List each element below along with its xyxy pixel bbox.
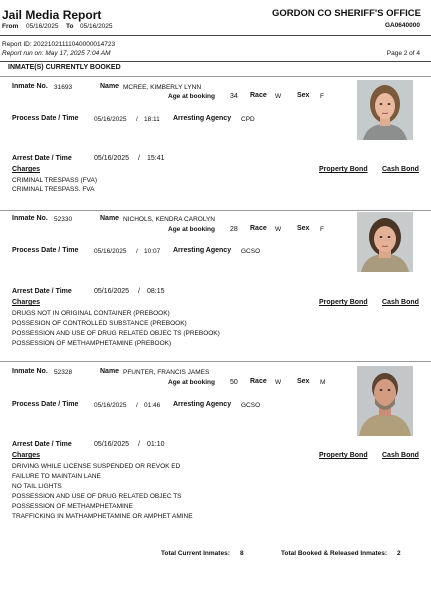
arrest-time: 15:41 [147,155,165,162]
age-value: 50 [230,379,238,386]
process-label: Process Date / Time [12,247,79,254]
race-value: W [275,93,282,100]
agency-code: GA0640000 [384,22,420,29]
arrest-time: 01:10 [147,441,165,448]
charge-item: CRIMINAL TRESPASS. FVA [12,186,95,193]
report-run-on: Report run on: May 17, 2025 7:04 AM [2,50,111,57]
mugshot-image [357,80,413,140]
process-date: 05/16/2025 [94,402,127,409]
arrest-time: 08:15 [147,288,165,295]
sex-label: Sex [297,378,310,385]
age-label: Age at booking [168,93,215,100]
date-time-separator: / [138,288,140,295]
charges-heading: Charges [12,299,41,306]
mugshot-image [357,366,413,436]
arrest-date: 05/16/2025 [94,288,130,295]
race-value: W [275,379,282,386]
date-time-separator: / [136,402,138,409]
sex-label: Sex [297,92,310,99]
from-label: From [2,23,19,30]
inmate-no-value: 52328 [54,369,73,376]
section-title: INMATE(S) CURRENTLY BOOKED [8,64,121,71]
process-time: 10:07 [144,248,161,255]
process-time: 01:46 [144,402,161,409]
report-id: Report ID: 20221021111040000014723 [2,41,116,48]
sex-value: M [320,379,326,386]
mugshot-image [357,212,413,272]
arresting-agency: GCSO [241,248,261,255]
total-current-label: Total Current Inmates: [161,550,230,557]
process-date: 05/16/2025 [94,116,127,123]
total-booked-value: 2 [397,550,401,557]
arresting-agency: GCSO [241,402,261,409]
charge-item: CRIMINAL TRESPASS (FVA) [12,177,97,184]
arresting-agency: CPD [241,116,255,123]
race-value: W [275,226,282,233]
cash-bond-heading: Cash Bond [382,299,419,306]
name-label: Name [100,368,120,375]
to-date: 05/16/2025 [80,23,113,30]
process-label: Process Date / Time [12,401,79,408]
date-time-separator: / [136,116,138,123]
total-current-value: 8 [240,550,244,557]
charge-item: NO TAIL LIGHTS [12,483,62,490]
section-divider-bottom [0,76,431,77]
age-value: 34 [230,93,238,100]
inmate-no-label: Inmate No. [12,215,48,222]
agency-name: GORDON CO SHERIFF'S OFFICE [272,8,421,19]
race-label: Race [250,225,267,232]
report-title: Jail Media Report [2,8,102,22]
age-label: Age at booking [168,226,215,233]
charge-item: DRUGS NOT IN ORIGINAL CONTAINER (PREBOOK) [12,310,170,317]
charge-item: FAILURE TO MAINTAIN LANE [12,473,101,480]
charges-heading: Charges [12,452,41,459]
from-date: 05/16/2025 [26,23,59,30]
section-divider-top [0,61,431,62]
property-bond-heading: Property Bond [319,166,368,173]
page-number: Page 2 of 4 [386,50,420,57]
record-divider [0,361,431,362]
cash-bond-heading: Cash Bond [382,452,419,459]
property-bond-heading: Property Bond [319,452,368,459]
agency-label: Arresting Agency [173,401,232,408]
inmate-no-label: Inmate No. [12,368,48,375]
name-label: Name [100,83,120,90]
arrest-label: Arrest Date / Time [12,441,72,448]
charge-item: POSSESSION OF METHAMPHETAMINE [12,503,133,510]
arrest-date: 05/16/2025 [94,441,130,448]
total-booked-label: Total Booked & Released Inmates: [281,550,388,557]
to-label: To [66,23,74,30]
process-time: 18:11 [144,116,160,123]
inmate-name: PFUNTER, FRANCIS JAMES [123,369,210,376]
date-time-separator: / [138,441,140,448]
header-divider [0,35,431,36]
agency-label: Arresting Agency [173,247,232,254]
age-label: Age at booking [168,379,215,386]
date-time-separator: / [136,248,138,255]
arrest-date: 05/16/2025 [94,155,130,162]
inmate-no-value: 52330 [54,216,73,223]
charge-item: TRAFFICKING IN MATHAMPHETAMINE OR AMPHET AMINE [12,513,193,520]
arrest-label: Arrest Date / Time [12,155,72,162]
name-label: Name [100,215,120,222]
inmate-name: MCREE, KIMBERLY LYNN [123,84,202,91]
inmate-name: NICHOLS, KENDRA CAROLYN [123,216,215,223]
race-label: Race [250,92,267,99]
process-date: 05/16/2025 [94,248,127,255]
charge-item: POSSESSION OF METHAMPHETAMINE (PREBOOK) [12,340,172,347]
inmate-no-label: Inmate No. [12,83,48,90]
arrest-label: Arrest Date / Time [12,288,72,295]
agency-label: Arresting Agency [173,115,232,122]
charge-item: DRIVING WHILE LICENSE SUSPENDED OR REVOK ED [12,463,181,470]
date-time-separator: / [138,155,140,162]
charge-item: POSSESSION AND USE OF DRUG RELATED OBJEC TS (PREBOOK) [12,330,220,337]
charges-heading: Charges [12,166,41,173]
inmate-no-value: 31693 [54,84,73,91]
cash-bond-heading: Cash Bond [382,166,419,173]
race-label: Race [250,378,267,385]
charge-item: POSSESSION AND USE OF DRUG RELATED OBJEC TS [12,493,182,500]
sex-value: F [320,93,324,100]
age-value: 28 [230,226,238,233]
charge-item: POSSESION OF CONTROLLED SUBSTANCE (PREBOOK) [12,320,187,327]
record-divider [0,210,431,211]
property-bond-heading: Property Bond [319,299,368,306]
process-label: Process Date / Time [12,115,79,122]
sex-value: F [320,226,324,233]
sex-label: Sex [297,225,310,232]
